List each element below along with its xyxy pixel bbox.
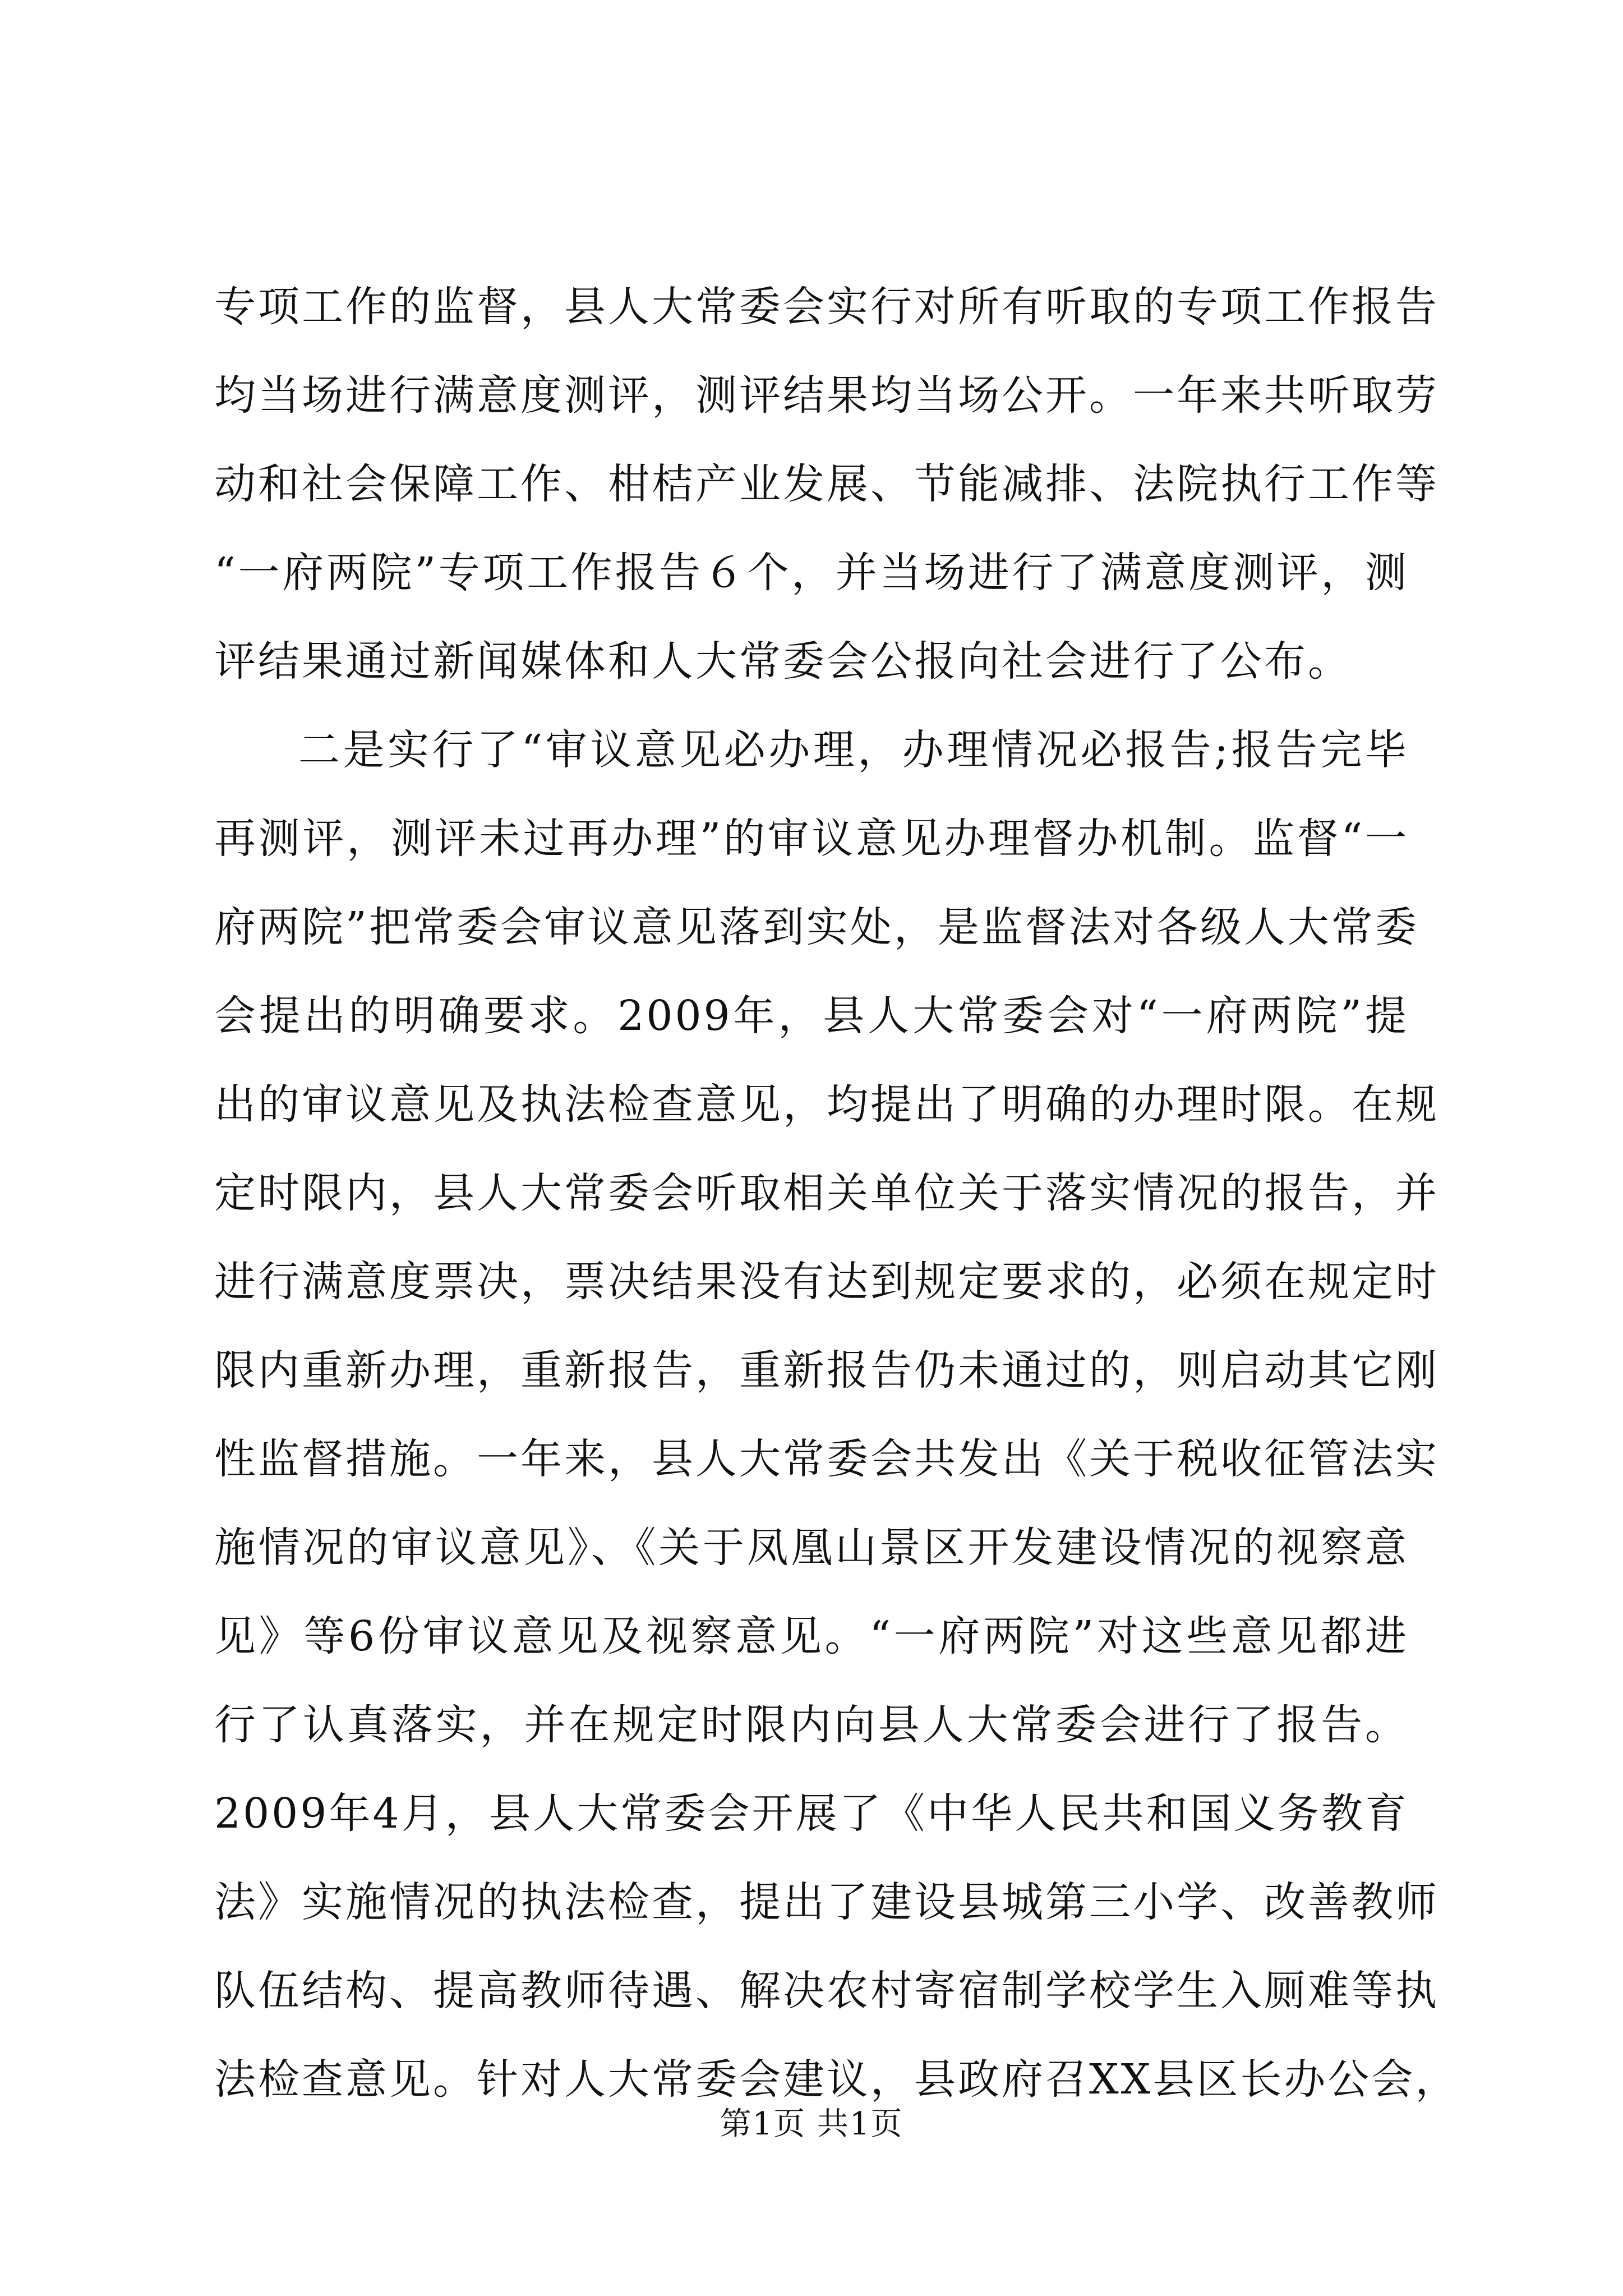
body-line: 会提出的明确要求。2009年，县人大常委会对“一府两院”提 <box>214 992 1409 1040</box>
body-line: 再测评，测评未过再办理”的审议意见办理督办机制。监督“一 <box>214 815 1409 863</box>
body-line: 评结果通过新闻媒体和人大常委会公报向社会进行了公布。 <box>214 637 1352 685</box>
body-line: 均当场进行满意度测评，测评结果均当场公开。一年来共听取劳 <box>214 371 1439 420</box>
body-line: 施情况的审议意见》、《关于凤凰山景区开发建设情况的视察意 <box>214 1524 1409 1572</box>
body-line: 行了认真落实，并在规定时限内向县人大常委会进行了报告。 <box>214 1701 1409 1749</box>
page-number-footer: 第1页 共1页 <box>720 2106 903 2142</box>
body-line: 队伍结构、提高教师待遇、解决农村寄宿制学校学生入厕难等执 <box>214 1967 1439 2015</box>
body-line: 专项工作的监督，县人大常委会实行对所有听取的专项工作报告 <box>214 283 1439 331</box>
body-line: 法》实施情况的执法检查，提出了建设县城第三小学、改善教师 <box>214 1878 1439 1926</box>
body-line: “一府两院”专项工作报告６个，并当场进行了满意度测评，测 <box>214 549 1409 597</box>
body-line: 性监督措施。一年来，县人大常委会共发出《关于税收征管法实 <box>214 1435 1439 1483</box>
body-line: 府两院”把常委会审议意见落到实处，是监督法对各级人大常委 <box>214 903 1419 951</box>
body-line: 进行满意度票决，票决结果没有达到规定要求的，必须在规定时 <box>214 1258 1439 1306</box>
document-body <box>214 263 1459 2124</box>
body-line: 2009年4月，县人大常委会开展了《中华人民共和国义务教育 <box>214 1789 1409 1838</box>
body-line: 限内重新办理，重新报告，重新报告仍未通过的，则启动其它刚 <box>214 1346 1439 1395</box>
body-line: 动和社会保障工作、柑桔产业发展、节能减排、法院执行工作等 <box>214 460 1439 508</box>
body-line: 见》等6份审议意见及视察意见。“一府两院”对这些意见都进 <box>214 1612 1409 1660</box>
paragraph-start-line: 二是实行了“审议意见必办理，办理情况必报告;报告完毕 <box>298 726 1409 774</box>
body-line: 出的审议意见及执法检查意见，均提出了明确的办理时限。在规 <box>214 1080 1439 1129</box>
body-line: 定时限内，县人大常委会听取相关单位关于落实情况的报告，并 <box>214 1169 1439 1217</box>
body-line: 法检查意见。针对人大常委会建议，县政府召XX县区长办公会， <box>214 2055 1459 2104</box>
